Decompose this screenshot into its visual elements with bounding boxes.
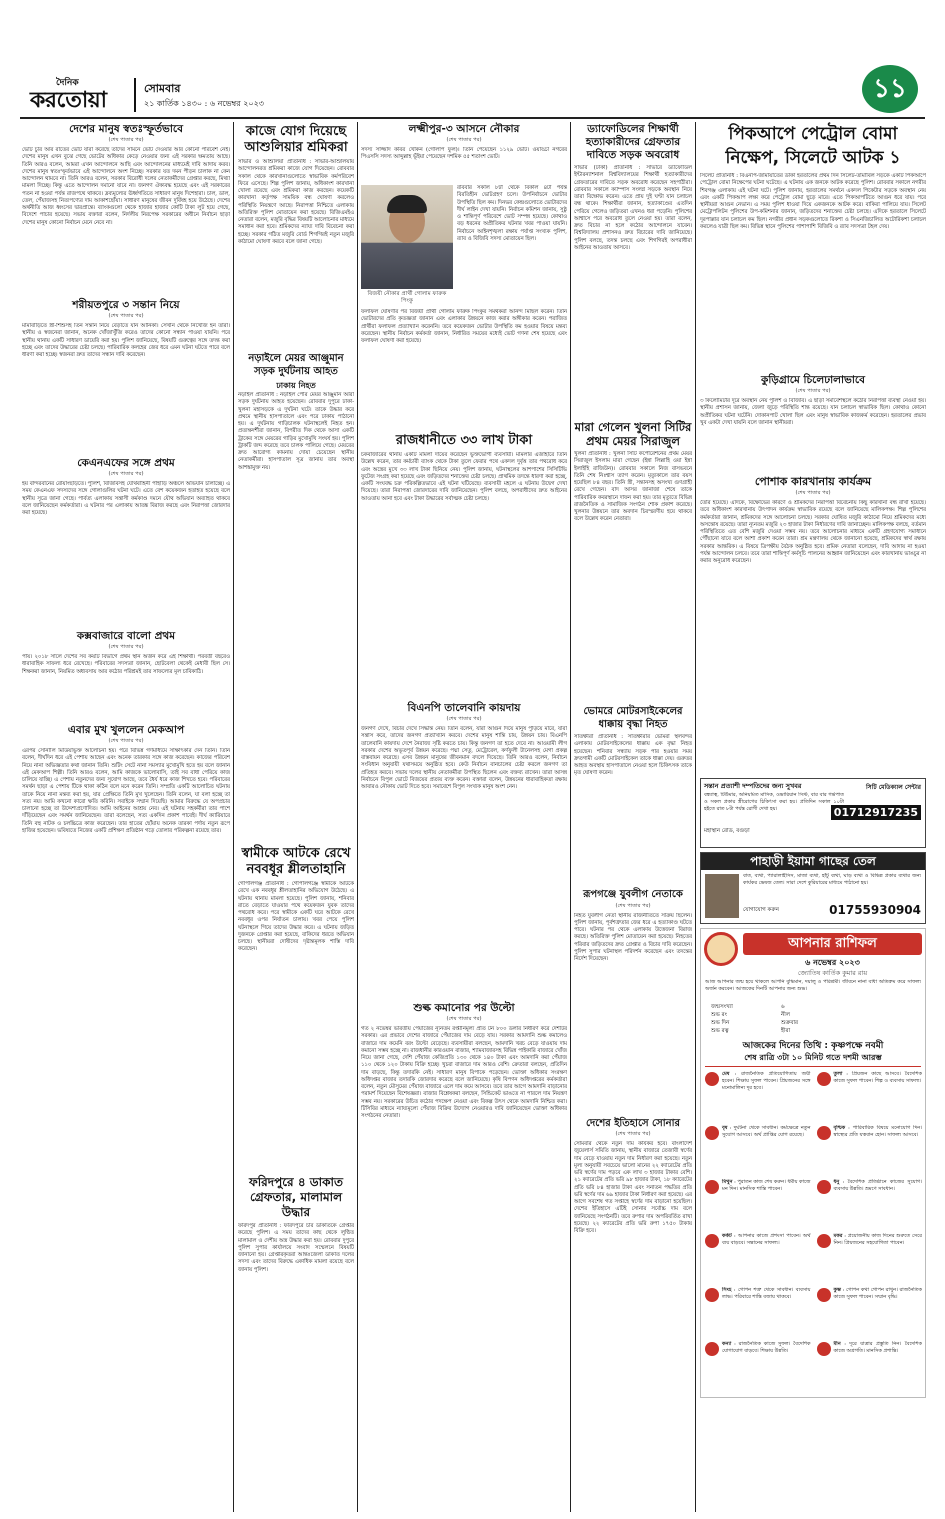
zodiac-symbol-icon <box>705 1288 719 1302</box>
column-4 <box>574 122 692 1512</box>
zodiac-sign-item <box>816 1341 923 1393</box>
article-body: রবিবার সকাল ৮টা থেকে বিকাল ৪টা পর্যন্ত বিরতিহীন ভোটগ্রহণ চলে। উপনির্বাচনে ভোটার উপস্থিতি ছিল কম। দিনভর কেন্দ্রগুলোতে ভোটারদের দীর্ঘ লাইন দেখা যায়নি। নির্বাচন কমিশন জানায়, সুষ্ঠু ও শান্তিপূর্ণ পরিবেশে ভোট সম্পন্ন হয়েছে। কোথাও বড় ধরনের অপ্রীতিকর ঘটনার খবর পাওয়া যায়নি। নির্বাচনে আইনশৃঙ্খলা রক্ষায় পর্যাপ্ত সংখ্যক পুলিশ, র‍্যাব ও বিজিবি সদস্য মোতায়েন ছিল। <box>457 185 567 242</box>
article-body: জনগণ দেখে, বিচার দেখে সিদ্ধান্ত নেয়। তিনি বলেন, যারা আগুন দিয়ে মানুষ পুড়িয়ে মারে, যারা সন্ত্রাস করে, তাদের জনগণ প্রত্যাখ্যান করবে। দেশের মানুষ শান্তি চায়, উন্নয়ন চায়। বিএনপি তালেবানি কায়দায় দেশে নৈরাজ্য সৃষ্টি করতে চায়। কিন্তু জনগণ তা হতে দেবে না। আওয়ামী লীগ সরকার দেশের অভূতপূর্ব উন্নয়ন করেছে। পদ্মা সেতু, মেট্রোরেল, কর্ণফুলী টানেলসহ মেগা প্রকল্প বাস্তবায়ন করেছে। এসব উন্নয়ন মানুষের জীবনমান বদলে দিয়েছে। তিনি আরও বলেন, নির্বাচন সংবিধান অনুযায়ী যথাসময়ে অনুষ্ঠিত হবে। কেউ নির্বাচন বানচালের চেষ্টা করলে জনগণ তা প্রতিহত করবে। সভায় দলের স্থানীয় নেতাকর্মীরা উপস্থিত ছিলেন এবং বক্তব্য রাখেন। তারা আসন্ন নির্বাচনে বিপুল ভোটে বিজয়ের প্রত্যয় ব্যক্ত করেন। বক্তারা বলেন, উন্নয়নের ধারাবাহিকতা রক্ষায় আবারও নৌকায় ভোট দিতে হবে। সমাবেশে বিপুল সংখ্যক মানুষ অংশ নেন। <box>361 726 567 790</box>
headline: দেশের মানুষ স্বতঃস্ফূর্তভাবে <box>69 123 183 135</box>
article-body: ফলাফল ঘোষণার পর বিজয়ী প্রার্থী গোলাম ফারুক পিংকুর সমর্থকরা আনন্দ মিছিল করেন। তিনি ভোটারদের প্রতি কৃতজ্ঞতা জানান এবং এলাকার উন্নয়নে কাজ করার অঙ্গীকার করেন। পরাজিত প্রার্থীরা ফলাফল প্রত্যাখ্যান করেননি। তবে কয়েকজন ভোটার উপস্থিতি কম হওয়ার বিষয়ে মন্তব্য করেছেন। স্থানীয় নির্বাচন কর্মকর্তা জানান, নির্ধারিত সময়ের মধ্যেই ভোট গণনা শেষ হয়েছে এবং ফলাফল ঘোষণা করা হয়েছে। <box>361 309 567 344</box>
column-rule <box>570 122 571 1512</box>
zodiac-sign-text: মেষ : রাজনৈতিক প্রতিযোগিতায় জয়ী হবেন। শিক্ষায় সুফল পাবেন। প্রিয়জনের সঙ্গে মনোমালিন্য দূর হবে। <box>722 1071 811 1091</box>
article-body: গোপালগঞ্জ প্রতিনিধি : গোপালগঞ্জে স্বামীকে আটকে রেখে এক নববধূর শ্লীলতাহানির অভিযোগ উঠেছে। এ ঘটনায় থানায় মামলা হয়েছে। পুলিশ জানায়, শনিবার রাতে বেড়াতে যাওয়ার পথে কয়েকজন যুবক তাদের পথরোধ করে। পরে স্বামীকে একটি ঘরে আটকে রেখে নববধূর ওপর নির্যাতন চালায়। খবর পেয়ে পুলিশ ঘটনাস্থলে গিয়ে তাদের উদ্ধার করে। এ ঘটনায় জড়িত দুজনকে গ্রেপ্তার করা হয়েছে, বাকিদের ধরতে অভিযান চলছে। স্থানীয়রা দোষীদের দৃষ্টান্তমূলক শাস্তি দাবি করেছেন। <box>238 881 354 953</box>
zodiac-symbol-icon <box>817 1234 831 1248</box>
headline: কক্সবাজারে বালো প্রথম <box>76 630 176 642</box>
zodiac-sign-item <box>704 1179 811 1231</box>
horoscope-date: ৬ নভেম্বর ২০২৩ <box>805 957 860 967</box>
clinic-advertisement <box>700 778 926 848</box>
brand-logo: করতোয়া <box>30 88 107 113</box>
byline: (শেষ পাতার পর) <box>446 1016 482 1022</box>
article-body: গত ২ নভেম্বর ভারতীয় পেঁয়াজের ন্যূনতম রপ্তানিমূল্য প্রতি টন ৮০০ ডলার নির্ধারণ করে দেশটির সরকার। এর প্রভাবে দেশের বাজারে পেঁয়াজের দাম বেড়ে যায়। সরকার আমদানি শুল্ক কমালেও বাজারে দাম কমেনি বরং উল্টো বেড়েছে। ব্যবসায়ীরা বলছেন, আমদানি খরচ বেড়ে যাওয়ায় দাম কমানো সম্ভব হচ্ছে না। রাজধানীর কারওয়ান বাজার, শ্যামবাজারসহ বিভিন্ন পাইকারি বাজারে খোঁজ নিয়ে জানা গেছে, দেশি পেঁয়াজ কেজিপ্রতি ১৩০ থেকে ১৪০ টাকা এবং আমদানি করা পেঁয়াজ ১১০ থেকে ১২০ টাকায় বিক্রি হচ্ছে। খুচরা বাজারে দাম আরও বেশি। ক্রেতারা বলছেন, প্রতিদিন দাম বাড়ছে, কিন্তু তদারকি নেই। সাধারণ মানুষ বিপাকে পড়েছেন। ভোক্তা অধিকার সংরক্ষণ অধিদপ্তর বাজার তদারকি জোরদার করেছে বলে জানিয়েছে। কৃষি বিপণন অধিদপ্তরের কর্মকর্তারা বলেন, নতুন মৌসুমের পেঁয়াজ বাজারে এলে দাম কমে আসবে। তবে তার আগে আমদানি বাড়ানোর পরামর্শ দিয়েছেন বিশেষজ্ঞরা। বাজার বিশ্লেষকরা বলছেন, সিন্ডিকেট ভাঙতে না পারলে দাম নিয়ন্ত্রণ সম্ভব নয়। সরকারের উচিত কঠোর পদক্ষেপ নেওয়া এবং বিকল্প উৎস থেকে আমদানি নিশ্চিত করা। টিসিবির মাধ্যমে ন্যায্যমূল্যে পেঁয়াজ বিক্রির উদ্যোগ নেওয়ারও দাবি জানিয়েছেন ভোক্তা অধিকার সংগঠনের নেতারা। <box>361 1026 567 1119</box>
headline: শরীয়তপুরে ৩ সন্তান নিয়ে <box>72 299 180 311</box>
zodiac-sign-item <box>816 1179 923 1231</box>
subheadline: ঢাকায় নিহত <box>276 381 316 390</box>
zodiac-sign-forecast: পুরাতন কাজ শেষ করুন। ধর্মীয় কাজে মন দিন। মানসিক শান্তি পাবেন। <box>722 1179 811 1192</box>
column-rule <box>357 122 358 1512</box>
product-image <box>705 874 739 918</box>
zodiac-sign-forecast: গোপন কথা গোপন রাখুন। রাজনৈতিক কাজে সুফল পাবেন। সম্মান বৃদ্ধি। <box>833 1287 922 1300</box>
byline: (শেষ পাতার পর) <box>108 137 144 143</box>
article-body: সিলেট প্রতিনিধি : বিএনপি-জামায়াতের ডাকা হরতালের প্রথম দিন সিলেট-তামাবিল সড়কে একটি পিকআপে পেট্রোল বোমা নিক্ষেপের ঘটনা ঘটেছে। এ ঘটনায় এক জনকে আটক করেছে পুলিশ। রোববার সকালে নগরীর শিবগঞ্জ এলাকায় এই ঘটনা ঘটে। পুলিশ জানায়, হরতালের সমর্থনে একদল পিকেটার সড়কে অবস্থান নেয় এবং একটি পিকআপ লক্ষ্য করে পেট্রোল বোমা ছুড়ে মারে। এতে পিকআপটিতে আগুন ধরে যায়। পরে স্থানীয়রা আগুন নেভান। এ সময় পুলিশ ধাওয়া দিয়ে একজনকে আটক করে। বাকিরা পালিয়ে যায়। সিলেট মেট্রোপলিটন পুলিশের উপ-কমিশনার জানান, জড়িতদের শনাক্তের চেষ্টা চলছে। এদিকে হরতালে সিলেটে দূরপাল্লার যান চলাচল কম ছিল। নগরীর প্রধান সড়কগুলোতে রিকশা ও সিএনজিচালিত অটোরিকশা চলাচল করলেও যাত্রী ছিল কম। বিভিন্ন স্থানে পুলিশের পাশাপাশি বিজিবি ও র‍্যাব সদস্যরা টহল দেয়। <box>700 173 926 230</box>
zodiac-symbol-icon <box>817 1072 831 1086</box>
byline: (শেষ পাতার পর) <box>108 738 144 744</box>
zodiac-sign-item <box>704 1287 811 1339</box>
zodiac-wheel-icon <box>704 932 738 966</box>
headline: মারা গেলেন খুলনা সিটির প্রথম মেয়র সিরাজুল <box>574 420 692 448</box>
date: ২১ কার্তিক ১৪৩০ : ৬ নভেম্বর ২০২৩ <box>144 99 265 108</box>
horoscope-intro: আজ আপনার জন্ম হয়ে থাকলে আপনি বুদ্ধিমান, দয়ালু ও পরিশ্রমী। জীবনে নানা বাধা অতিক্রম করে সাফল্য অর্জন করবেন। আজকের দিনটি আপনার জন্য শুভ। <box>705 979 921 992</box>
byline: (শেষ পাতার পর) <box>446 137 482 143</box>
headline: ভোমরে মোটরসাইকেলের ধাক্কায় বৃদ্ধা নিহত <box>583 706 683 730</box>
ruler-row: শুভ দিন শুক্রবার <box>711 1020 799 1026</box>
byline: (শেষ পাতার পর) <box>615 1131 651 1137</box>
headline: কেএনএফের সঙ্গে প্রথম <box>77 457 175 469</box>
zodiac-symbol-icon <box>705 1234 719 1248</box>
article-body: পায়। ২০১৮ সালে দেশের সব কয়টি বিভাগে প্রথম স্থান অর্জন করে এই শিক্ষার্থী। পরবর্তী বছরেও ধারাবাহিক সাফল্য ধরে রেখেছে। পরিবারের সদস্যরা জানান, ছোটবেলা থেকেই মেধাবী ছিল সে। শিক্ষকরা জানান, নিয়মিত অধ্যবসায় আর কঠোর পরিশ্রমই তার সাফল্যের মূল চাবিকাঠি। <box>22 654 230 675</box>
ad-phone: 01755930904 <box>829 903 921 917</box>
headline: নড়াইলে মেয়র আঞ্জুমান সড়ক দুর্ঘটনায় আহত <box>248 353 344 377</box>
ad-phone: 01712917235 <box>831 805 921 820</box>
article-body: ফরিদপুর প্রতিনিধি : ফরিদপুরে চার ডাকাতকে গ্রেপ্তার করেছে পুলিশ। এ সময় তাদের কাছ থেকে লুণ্ঠিত মালামাল ও দেশীয় অস্ত্র উদ্ধার করা হয়। রোববার দুপুরে পুলিশ সুপার কার্যালয়ে সংবাদ সম্মেলনে বিষয়টি জানানো হয়। গ্রেপ্তারকৃতরা আন্তঃজেলা ডাকাত দলের সদস্য এবং তাদের বিরুদ্ধে একাধিক মামলা রয়েছে বলে জানায় পুলিশ। <box>238 1223 354 1273</box>
article-body: সাভার (ঢাকা) প্রতিনিধি : সাভারে ড্যাফোডিল ইন্টারন্যাশনাল বিশ্ববিদ্যালয়ের শিক্ষার্থী হত্যাকারীদের গ্রেফতারের দাবিতে সড়ক অবরোধ করেছেন সহপাঠীরা। রোববার সকালে ক্যাম্পাস সংলগ্ন সড়কে অবস্থান নিয়ে তারা বিক্ষোভ করেন। এতে প্রায় দুই ঘণ্টা যান চলাচল বন্ধ থাকে। শিক্ষার্থীরা জানান, হত্যাকাণ্ডের এতদিন পেরিয়ে গেলেও জড়িতরা এখনও ধরা পড়েনি। পুলিশের আশ্বাসে পরে অবরোধ তুলে নেওয়া হয়। তারা বলেন, দ্রুত বিচার না হলে কঠোর আন্দোলনে যাবেন। বিশ্ববিদ্যালয় প্রশাসনও দ্রুত বিচারের দাবি জানিয়েছে। পুলিশ বলছে, তদন্ত চলছে এবং শিগগিরই অপরাধীরা আইনের আওতায় আসবে। <box>574 165 692 251</box>
article-body: সাতক্ষীরা প্রতিনিধি : সাতক্ষীরার ভোমরা স্থলবন্দর এলাকায় মোটরসাইকেলের ধাক্কায় এক বৃদ্ধা নিহত হয়েছেন। শনিবার সন্ধ্যায় সড়ক পার হওয়ার সময় দ্রুতগামী একটি মোটরসাইকেল তাকে ধাক্কা দেয়। গুরুতর আহত অবস্থায় হাসপাতালে নেওয়া হলে চিকিৎসক তাকে মৃত ঘোষণা করেন। <box>574 734 692 777</box>
photo <box>361 185 453 307</box>
ad-body: বন্ধ্যাত্ব, টিউমার, অনিয়মিত মাসিক, ওভারিয়ান সিস্ট, বার বার গর্ভপাত ও সকল প্রকার স্ত্রীরোগের চিকিৎসা করা হয়। প্রতিদিন সকাল ১০টা হইতে রাত ৮টা পর্যন্ত রোগী দেখা হয়। <box>704 792 844 812</box>
headline: বিএনপি তালেবানি কায়দায় <box>407 702 521 714</box>
zodiac-sign-name: তুলা <box>833 1071 843 1077</box>
article-body: নিহত যুবলীগ নেতা স্থানীয় রাজনীতিতে সক্রিয় ছিলেন। পুলিশ জানায়, পূর্বশত্রুতার জের ধরে এ হত্যাকাণ্ড ঘটতে পারে। ঘটনার পর থেকে এলাকায় উত্তেজনা বিরাজ করছে। অতিরিক্ত পুলিশ মোতায়েন করা হয়েছে। নিহতের পরিবার জড়িতদের দ্রুত গ্রেপ্তার ও বিচার দাবি করেছেন। পুলিশ সুপার ঘটনাস্থল পরিদর্শন করেছেন এবং তদন্তের নির্দেশ দিয়েছেন। <box>574 912 692 962</box>
zodiac-sign-item <box>816 1287 923 1339</box>
byline: (শেষ পাতার পর) <box>108 313 144 319</box>
horoscope-banner: আপনার রাশিফল <box>743 933 922 955</box>
byline: (শেষ পাতার পর) <box>108 644 144 650</box>
zodiac-sign-item <box>816 1125 923 1177</box>
headline: রাজধানীতে ৩৩ লাখ টাকা <box>395 433 533 448</box>
column-2 <box>238 122 354 1512</box>
masthead-divider <box>134 78 136 112</box>
tithi-sub: শেষ রাত্রি ৩টা ১০ মিনিট গতে দশমী আরম্ভ <box>705 1053 921 1067</box>
article-body: মামাবাড়িতে স্ত্রী-শিশুসহ তিন সন্তান নিয়ে বেড়াতে যান আনিকা। সেখান থেকে নিখোঁজ হন তারা। স্থানীয় ও স্বজনেরা জানান, অনেক খোঁজাখুঁজি করেও তাদের কোনো সন্ধান পাওয়া যায়নি। পরে স্থানীয় থানায় একটি সাধারণ ডায়েরি করা হয়। পুলিশ জানিয়েছে, বিষয়টি গুরুত্বের সঙ্গে তদন্ত করা হচ্ছে এবং তাদের উদ্ধারের চেষ্টা চলছে। পারিবারিক কলহের জের ধরে এমন ঘটনা ঘটতে পারে বলে ধারণা করা হচ্ছে। স্বজনরা দ্রুত তাদের সন্ধান দাবি করেছেন। <box>22 323 230 358</box>
headline: ফরিদপুরে ৪ ডাকাত গ্রেফতার, মালামাল উদ্ধার <box>248 1175 343 1219</box>
article-body: নড়াইল প্রতিনিধি : নড়াইল পৌর মেয়র আঞ্জুমান আরা সড়ক দুর্ঘটনায় আহত হয়েছেন। রোববার দুপুরে ঢাকা-খুলনা মহাসড়কে এ দুর্ঘটনা ঘটে। তাকে উদ্ধার করে প্রথমে স্থানীয় হাসপাতালে এবং পরে ঢাকায় পাঠানো হয়। এ দুর্ঘটনায় গাড়িচালক ঘটনাস্থলেই নিহত হন। প্রত্যক্ষদর্শীরা জানান, বিপরীত দিক থেকে আসা একটি ট্রাকের সঙ্গে মেয়রের গাড়ির মুখোমুখি সংঘর্ষ হয়। পুলিশ ট্রাকটি জব্দ করেছে তবে চালক পালিয়ে গেছে। মেয়রের দ্রুত আরোগ্য কামনায় দোয়া চেয়েছেন স্থানীয় নেতাকর্মীরা। হাসপাতাল সূত্র জানায় তার অবস্থা আশঙ্কামুক্ত নয়। <box>238 392 354 471</box>
article-body: চকবাজারের থানায় একটি মামলা দায়ের করেছেন ভুক্তভোগী ব্যবসায়ী। মামলার এজাহারে তিনি উল্লেখ করেন, তার কর্মচারী ব্যাংক থেকে টাকা তুলে ফেরার পথে একদল দুর্বৃত্ত তার পথরোধ করে এবং অস্ত্রের মুখে ৩৩ লাখ টাকা ছিনিয়ে নেয়। পুলিশ জানায়, ঘটনাস্থলের আশপাশের সিসিটিভি ফুটেজ সংগ্রহ করা হয়েছে এবং জড়িতদের শনাক্তের চেষ্টা চলছে। প্রাথমিক তদন্তে ধারণা করা হচ্ছে, একটি সংঘবদ্ধ চক্র পরিকল্পিতভাবে এই ঘটনা ঘটিয়েছে। ব্যবসায়ী মহলে এ ঘটনায় উদ্বেগ দেখা দিয়েছে। তারা নিরাপত্তা জোরদারের দাবি জানিয়েছেন। পুলিশ বলছে, অপরাধীদের দ্রুত আইনের আওতায় আনা হবে এবং টাকা উদ্ধারের সর্বাত্মক চেষ্টা চলছে। <box>361 452 567 502</box>
zodiac-symbol-icon <box>705 1342 719 1356</box>
zodiac-sign-text: কর্কট : আপনার কাজে প্রশংসা পাবেন। অর্থ ব্যয় বাড়বে। সন্তানের সাফল্য। <box>722 1233 811 1246</box>
ruler-table <box>711 1003 861 1035</box>
zodiac-sign-name: মকর <box>833 1233 843 1239</box>
article-body: এরপর সোনালি মিডিয়াভুক্ত আলোচনা হয়। পরে বিভিন্ন গণমাধ্যমে সাক্ষাৎকার দেন তিনি। তিনি বলেন, দীর্ঘদিন ধরে এই পেশায় আছেন এবং অনেক তারকার সঙ্গে কাজ করেছেন। কাজের পরিবেশ নিয়ে নানা অভিজ্ঞতার কথা জানান তিনি। শুটিং সেটে নানা সমস্যার মুখোমুখি হতে হয় বলে জানান এই মেকআপ শিল্পী। তিনি আরও বলেন, আমি কাজকে ভালোবাসি, তাই সব বাধা পেরিয়ে কাজ চালিয়ে যাচ্ছি। এ পেশায় নতুনদের জন্য সুযোগ আছে, তবে ধৈর্য ধরে কাজ শিখতে হবে। পরিবারের সমর্থন ছাড়া এ পেশায় টিকে থাকা কঠিন বলে মনে করেন তিনি। সম্প্রতি একটি আলোচিত ঘটনায় তাকে নিয়ে নানা মন্তব্য করা হয়, যার প্রেক্ষিতে তিনি মুখ খুলেছেন। তিনি বলেন, যা বলা হচ্ছে তা সত্য নয়। আমি কখনো কারো ক্ষতি করিনি। সবাইকে সম্মান দিয়েছি। আমার বিরুদ্ধে যে অপপ্রচার চালানো হচ্ছে তা উদ্দেশ্যপ্রণোদিত। আমি আইনের আশ্রয় নেব। এই ঘটনায় সহকর্মীরা তার পাশে দাঁড়িয়েছেন এবং সমর্থন জানিয়েছেন। তারা বলেছেন, সত্য একদিন প্রকাশ পাবেই। দীর্ঘ ক্যারিয়ারে তিনি বহু নাটক ও চলচ্চিত্রে কাজ করেছেন। তার হাতের ছোঁয়ায় অনেক তারকা পর্দায় নতুন রূপে হাজির হয়েছেন। ভবিষ্যতে নিজের একটি প্রশিক্ষণ প্রতিষ্ঠান গড়ে তোলার পরিকল্পনা রয়েছে তার। <box>22 748 230 834</box>
zodiac-sign-item <box>704 1341 811 1393</box>
zodiac-sign-text: মিথুন : পুরাতন কাজ শেষ করুন। ধর্মীয় কাজে মন দিন। মানসিক শান্তি পাবেন। <box>722 1179 811 1192</box>
headline: রূপগঞ্জে যুবলীগ নেতাকে <box>583 889 683 900</box>
ad-title: সন্তান প্রত্যাশী দম্পতিদের জন্য সুখবর <box>704 782 802 790</box>
zodiac-sign-name: কন্যা <box>722 1341 732 1347</box>
ad-contact-label: যোগাযোগ করুন <box>743 907 779 913</box>
brand-small: দৈনিক <box>56 78 79 88</box>
zodiac-symbol-icon <box>817 1180 831 1194</box>
masthead <box>20 74 850 116</box>
zodiac-sign-name: সিংহ <box>722 1287 732 1293</box>
column-rule <box>233 122 234 1512</box>
article-body: হয় বান্দরবানের রোয়াংছড়িতে। পুলিশ, বিজিবিসহ যৌথবাহিনী পাহাড়ি অঞ্চলে অভিযান চালাচ্ছে। এ সময় কেএনএফ সদস্যদের সঙ্গে গোলাগুলির ঘটনা ঘটে। এতে বেশ কয়েকজন হতাহত হয়েছে বলে স্থানীয় সূত্রে জানা গেছে। পার্বত্য এলাকায় সন্ত্রাসী কর্মকাণ্ড দমনে যৌথ অভিযান অব্যাহত থাকবে বলে জানিয়েছেন কর্মকর্তারা। এ ঘটনার পর এলাকায় আতঙ্ক বিরাজ করছে এবং নিরাপত্তা জোরদার করা হয়েছে। <box>22 481 230 516</box>
zodiac-signs-grid <box>704 1071 922 1395</box>
article-body: সাভার ও আশুলিয়া প্রতিনিধি : সাভার-আশুলিয়ায় আন্দোলনরত শ্রমিকরা কাজে যোগ দিয়েছেন। রোববার সকাল থেকে কারখানাগুলোতে স্বাভাবিক কর্মপরিবেশ ফিরে এসেছে। শিল্প পুলিশ জানায়, অধিকাংশ কারখানা খোলা রয়েছে এবং শ্রমিকরা কাজ করছেন। কয়েকটি কারখানা কর্তৃপক্ষ সাময়িক বন্ধ ঘোষণা করলেও পরিস্থিতি নিয়ন্ত্রণে আছে। নিরাপত্তা নিশ্চিতে এলাকায় অতিরিক্ত পুলিশ মোতায়েন করা হয়েছে। বিজিএমইএ নেতারা বলেন, মজুরি বৃদ্ধির বিষয়টি আলোচনার মাধ্যমে সমাধান করা হবে। শ্রমিকদের ন্যায্য দাবি বিবেচনা করা হচ্ছে। সরকার গঠিত মজুরি বোর্ড শিগগিরই নতুন মজুরি কাঠামো ঘোষণা করবে বলে জানা গেছে। <box>238 159 354 245</box>
photo-caption: বিজয়ী নৌকার প্রার্থী গোলাম ফারুক পিংকু <box>367 291 447 304</box>
zodiac-sign-text: তুলা : প্রিয়জন কাছে আসবে। বৈদেশিক কাজে সুফল পাবেন। শিল্প ও ব্যবসায় সাফল্য। <box>833 1071 922 1084</box>
zodiac-sign-text: মকর : প্রয়োজনীয় কাজ দিনের শুরুতে সেরে নিন। প্রিয়জনের সহযোগিতা পাবেন। <box>833 1233 922 1246</box>
headline: ড্যাফোডিলের শিক্ষার্থী হত্যাকারীদের গ্রেফতার দাবিতে সড়ক অবরোধ <box>585 123 681 161</box>
zodiac-sign-name: বৃশ্চিক <box>833 1125 846 1131</box>
oil-advertisement <box>700 852 926 924</box>
headline: লক্ষ্মীপুর-৩ আসনে নৌকার <box>408 123 520 135</box>
tithi: আজকের দিনের তিথি : কৃষ্ণপক্ষে নবমী <box>742 1041 884 1051</box>
zodiac-sign-forecast: রাজনৈতিক কাজে সুফল। বৈদেশিক যোগাযোগ বাড়বে। শিক্ষায় উন্নতি। <box>722 1341 811 1354</box>
headline: কুড়িগ্রামে চিলেঢালাভাবে <box>761 374 865 386</box>
zodiac-sign-forecast: প্রয়োজনীয় কাজ দিনের শুরুতে সেরে নিন। প্রিয়জনের সহযোগিতা পাবেন। <box>833 1233 922 1246</box>
zodiac-sign-text: বৃশ্চিক : পারিবারিক বিষয়ে মনোযোগ দিন। স্বাস্থ্যের প্রতি যত্নবান হোন। সাফল্য আসবে। <box>833 1125 922 1138</box>
headline: এবার মুখ খুললেন মেকআপ <box>67 724 185 736</box>
horoscope-section <box>700 928 926 1398</box>
zodiac-sign-text: বৃষ : দুর্ঘটনা থেকে সাবধান। কর্মক্ষেত্রে নতুন সুযোগ আসবে। অর্থ প্রাপ্তির যোগ রয়েছে। <box>722 1125 811 1138</box>
zodiac-sign-forecast: আপনার কাজে প্রশংসা পাবেন। অর্থ ব্যয় বাড়বে। সন্তানের সাফল্য। <box>722 1233 811 1246</box>
zodiac-sign-item <box>704 1071 811 1123</box>
column-3 <box>361 122 567 1512</box>
zodiac-sign-text: কন্যা : রাজনৈতিক কাজে সুফল। বৈদেশিক যোগাযোগ বাড়বে। শিক্ষায় উন্নতি। <box>722 1341 811 1354</box>
headline: পিকআপে পেট্রোল বোমা নিক্ষেপ, সিলেটে আটক ১ <box>725 124 901 168</box>
zodiac-symbol-icon <box>817 1342 831 1356</box>
zodiac-sign-name: মিথুন <box>722 1179 733 1185</box>
zodiac-sign-name: কুম্ভ <box>833 1287 841 1293</box>
zodiac-sign-name: কর্কট <box>722 1233 732 1239</box>
headline: শুল্ক কমানোর পর উল্টো <box>413 1002 515 1014</box>
zodiac-sign-item <box>816 1071 923 1123</box>
zodiac-sign-text: ধনু : বৈদেশিক প্রতিষ্ঠানে কাজের সুযোগ। ব্যবসায় উন্নতি। ভ্রমণে সাবধান। <box>833 1179 922 1192</box>
zodiac-sign-forecast: বৈদেশিক প্রতিষ্ঠানে কাজের সুযোগ। ব্যবসায় উন্নতি। ভ্রমণে সাবধান। <box>833 1179 922 1192</box>
byline: (শেষ পাতার পর) <box>615 902 651 909</box>
article-body: ৩ কিলোমিটার দূরে অবস্থান নেয় পুলিশ ও বিজিবি। এ ছাড়া সমাবেশস্থলে কঠোর নিরাপত্তা ব্যবস্থা নেওয়া হয়। স্থানীয় প্রশাসন জানায়, জেলা জুড়ে পরিস্থিতি শান্ত রয়েছে। যান চলাচল স্বাভাবিক ছিল। কোথাও কোনো অপ্রীতিকর ঘটনা ঘটেনি। দোকানপাট খোলা ছিল এবং মানুষ স্বাভাবিক কাজকর্ম করেছেন। হরতালের প্রভাব খুব একটা দেখা যায়নি বলে জানান স্থানীয়রা। <box>700 398 926 426</box>
column-rule <box>695 122 696 1512</box>
zodiac-sign-forecast: দুর্ঘটনা থেকে সাবধান। কর্মক্ষেত্রে নতুন সুযোগ আসবে। অর্থ প্রাপ্তির যোগ রয়েছে। <box>722 1125 811 1138</box>
zodiac-sign-forecast: রাজনৈতিক প্রতিযোগিতায় জয়ী হবেন। শিক্ষায় সুফল পাবেন। প্রিয়জনের সঙ্গে মনোমালিন্য দূর হবে। <box>722 1071 811 1091</box>
article-body: সোমবার থেকে নতুন দাম কার্যকর হবে। বাংলাদেশ জুয়েলার্স সমিতি জানায়, স্থানীয় বাজারে তেজাবী স্বর্ণের দাম বেড়ে যাওয়ায় নতুন দাম নির্ধারণ করা হয়েছে। নতুন মূল্য অনুযায়ী সবচেয়ে ভালো মানের ২২ ক্যারেটের প্রতি ভরি স্বর্ণের দাম পড়বে এক লাখ ৩ হাজার টাকার বেশি। ২১ ক্যারেটের প্রতি ভরি ৯৮ হাজার টাকা, ১৮ ক্যারেটের প্রতি ভরি ৮৪ হাজার টাকা এবং সনাতন পদ্ধতির প্রতি ভরি স্বর্ণের দাম ৬৯ হাজার টাকা নির্ধারণ করা হয়েছে। এর আগে সবশেষ গত সপ্তাহে স্বর্ণের দাম বাড়ানো হয়েছিল। দেশের ইতিহাসে এটিই সোনার সর্বোচ্চ দাম বলে জানিয়েছে সংগঠনটি। তবে রুপার দাম অপরিবর্তিত রাখা হয়েছে। ২২ ক্যারেটের প্রতি ভরি রুপা ১৭৫০ টাকায় বিক্রি হবে। <box>574 1141 692 1234</box>
headline: পোশাক কারখানায় কার্যক্রম <box>754 475 872 488</box>
ad-body: বাত, ব্যথা, প্যারালাইসিস, মাজা ব্যথা, হাঁটু ব্যথা, ঘাড় ব্যথা ও বিভিন্ন প্রকার ব্যথার জন্য কার্যকর ভেষজ তেল। সারা দেশে কুরিয়ারের মাধ্যমে পাঠানো হয়। <box>743 873 921 886</box>
ruler-row: শুভ রত্ন হীরা <box>711 1028 791 1034</box>
zodiac-sign-item <box>704 1233 811 1285</box>
zodiac-sign-text: মীন : দূরে যাত্রার প্রস্তুতি নিন। বৈদেশিক কাজে অগ্রগতি। মানসিক প্রশান্তি। <box>833 1341 922 1354</box>
zodiac-sign-name: বৃষ <box>722 1125 728 1131</box>
weekday: সোমবার <box>144 82 181 95</box>
zodiac-symbol-icon <box>705 1180 719 1194</box>
byline: (শেষ পাতার পর) <box>795 490 831 496</box>
article-body: সদস্য সাজ্জাদ কবির খোকন (গোলাপ ফুল)। তিনি পেয়েছেন ১১২৯ ভোট। ওয়াড্ডা নগরের পিএসসি সদস্য আব্দুল্লাহ ভূঁইয়া পেয়েছেন দশমিক ৫৫ শতাংশ ভোট। <box>361 147 567 161</box>
masthead-rule <box>20 117 925 119</box>
zodiac-symbol-icon <box>705 1072 719 1086</box>
column-1 <box>22 122 230 1512</box>
candidate-photo <box>361 185 453 289</box>
zodiac-sign-forecast: গোপন শত্রু থেকে সাবধান। ব্যবসায় লাভ। পরিবারে শান্তি বজায় থাকবে। <box>722 1287 811 1300</box>
article-body: ভোট চুরি আর রাতের ভোট যারা করেছে তাদের সামনে ভোট দেওয়ার আর কোনো পরিবেশ নেই। দেশের মানুষ এখন বুঝে গেছে ভোটের অধিকার কেড়ে নেওয়ার জন্য এই সরকার ক্ষমতায় আছে। তিনি আরও বলেন, আমরা এখন আন্দোলনে আছি এবং আন্দোলনের মাধ্যমেই দাবি আদায় করব। দেশের মানুষ স্বতঃস্ফূর্তভাবে এই আন্দোলনে অংশ নিচ্ছে। সরকার যত দমন পীড়ন চালাক না কেন আন্দোলন থামবে না। তিনি আরও বলেন, সরকার বিরোধী দলের নেতাকর্মীদের গ্রেপ্তার করছে, মিথ্যা মামলা দিচ্ছে। কিন্তু এতে আন্দোলন দমানো যাবে না। জনগণ ঐক্যবদ্ধ হয়েছে এবং এই সরকারের পতন না হওয়া পর্যন্ত রাজপথে থাকবে। দ্রব্যমূল্যের ঊর্ধ্বগতিতে সাধারণ মানুষ দিশেহারা। চাল, ডাল, তেল, পেঁয়াজসহ নিত্যপণ্যের দাম আকাশছোঁয়া। সাধারণ মানুষের জীবন দুর্বিষহ হয়ে উঠেছে। দেশের অর্থনীতি আজ ধ্বংসের দ্বারপ্রান্তে। ব্যাংকগুলো থেকে হাজার হাজার কোটি টাকা লুট হয়ে গেছে, বিদেশে পাচার হয়েছে। সভায় বক্তারা বলেন, নির্দলীয় নিরপেক্ষ সরকারের অধীনে নির্বাচন ছাড়া দেশের মানুষ কোনো নির্বাচন মেনে নেবে না। <box>22 147 230 226</box>
zodiac-sign-name: ধনু <box>833 1179 840 1185</box>
zodiac-sign-name: মীন <box>833 1341 841 1347</box>
zodiac-sign-text: কুম্ভ : গোপন কথা গোপন রাখুন। রাজনৈতিক কাজে সুফল পাবেন। সম্মান বৃদ্ধি। <box>833 1287 922 1300</box>
ad-title: পাহাড়ী ইয়ামা গাছের তেল <box>701 853 925 870</box>
headline: কাজে যোগ দিয়েছে আশুলিয়ার শ্রমিকরা <box>244 124 348 155</box>
zodiac-symbol-icon <box>817 1126 831 1140</box>
byline: (শেষ পাতার পর) <box>795 388 831 394</box>
ruler-row: জন্মসংখ্যা ৬ <box>711 1004 785 1010</box>
byline: (শেষ পাতার পর) <box>446 716 482 722</box>
page-number-badge <box>862 65 918 113</box>
zodiac-sign-item <box>704 1125 811 1177</box>
zodiac-sign-text: সিংহ : গোপন শত্রু থেকে সাবধান। ব্যবসায় লাভ। পরিবারে শান্তি বজায় থাকবে। <box>722 1287 811 1300</box>
article-body: তৈরি হয়েছে। এদিকে, বিক্ষোভের কারণে ও শ্রমিকদের নিরাপত্তা বিবেচনায় কিছু কারখানা বন্ধ রাখা হয়েছে। তবে অধিকাংশ কারখানায় উৎপাদন কার্যক্রম স্বাভাবিক রয়েছে বলে জানিয়েছে মালিকপক্ষ। শিল্প পুলিশের কর্মকর্তারা জানান, শ্রমিকদের সঙ্গে আলোচনা চলছে। সরকার ঘোষিত মজুরি কাঠামো নিয়ে শ্রমিকদের মধ্যে অসন্তোষ রয়েছে। তারা ন্যূনতম মজুরি ২৩ হাজার টাকা নির্ধারণের দাবি জানাচ্ছেন। মালিকপক্ষ বলছে, বর্তমান পরিস্থিতিতে এত বেশি মজুরি দেওয়া সম্ভব নয়। তবে আলোচনার মাধ্যমে একটি গ্রহণযোগ্য সমাধানে পৌঁছানো যাবে বলে আশা প্রকাশ করেন তারা। শ্রম মন্ত্রণালয় থেকে জানানো হয়েছে, শ্রমিকদের স্বার্থ রক্ষায় সরকার আন্তরিক। এ বিষয়ে ত্রিপক্ষীয় বৈঠক অনুষ্ঠিত হবে। শ্রমিক নেতারা বলেছেন, দাবি আদায় না হওয়া পর্যন্ত আন্দোলন চলবে। তবে তারা শান্তিপূর্ণ কর্মসূচি পালনের আহ্বান জানিয়েছেন এবং কারখানায় ভাঙচুর না করার অনুরোধ করেছেন। <box>700 500 926 564</box>
zodiac-sign-forecast: দূরে যাত্রার প্রস্তুতি নিন। বৈদেশিক কাজে অগ্রগতি। মানসিক প্রশান্তি। <box>833 1341 922 1354</box>
ad-label: সিটি মেডিক্যাল সেন্টার <box>865 784 921 791</box>
zodiac-symbol-icon <box>705 1126 719 1140</box>
zodiac-sign-name: মেষ <box>722 1071 730 1077</box>
ad-address: মহাস্থান রোড, বগুড়া <box>704 828 750 834</box>
column-5 <box>700 122 926 1512</box>
article-body: খুলনা প্রতিনিধি : খুলনা সিটি কর্পোরেশনের প্রথম মেয়র সিরাজুল ইসলাম মারা গেছেন (ইন্না লিল্লাহি ওয়া ইন্না ইলাইহি রাজিউন)। রোববার সকালে নিজ বাসভবনে তিনি শেষ নিঃশ্বাস ত্যাগ করেন। মৃত্যুকালে তার বয়স হয়েছিল ৮৪ বছর। তিনি স্ত্রী, সন্তানসহ অসংখ্য গুণগ্রাহী রেখে গেছেন। বাদ আসর জানাজা শেষে তাকে পারিবারিক কবরস্থানে দাফন করা হয়। তার মৃত্যুতে বিভিন্ন রাজনৈতিক ও সামাজিক সংগঠন শোক প্রকাশ করেছে। খুলনার উন্নয়নে তার অবদান চিরস্মরণীয় হয়ে থাকবে বলে উল্লেখ করেন নেতারা। <box>574 451 692 523</box>
headline: স্বামীকে আটকে রেখে নববধূর শ্লীলতাহানি <box>241 846 351 877</box>
zodiac-symbol-icon <box>817 1288 831 1302</box>
byline: (শেষ পাতার পর) <box>108 471 144 477</box>
ruler-row: শুভ রং নীল <box>711 1012 790 1018</box>
zodiac-sign-forecast: পারিবারিক বিষয়ে মনোযোগ দিন। স্বাস্থ্যের প্রতি যত্নবান হোন। সাফল্য আসবে। <box>833 1125 922 1138</box>
zodiac-sign-item <box>816 1233 923 1285</box>
zodiac-sign-forecast: প্রিয়জন কাছে আসবে। বৈদেশিক কাজে সুফল পাবেন। শিল্প ও ব্যবসায় সাফল্য। <box>833 1071 922 1084</box>
astrologer: জ্যোতিষ কার্তিক কুমার রায় <box>797 969 868 977</box>
page-number: ১১ <box>873 74 907 104</box>
headline: দেশের ইতিহাসে সোনার <box>586 1117 680 1129</box>
